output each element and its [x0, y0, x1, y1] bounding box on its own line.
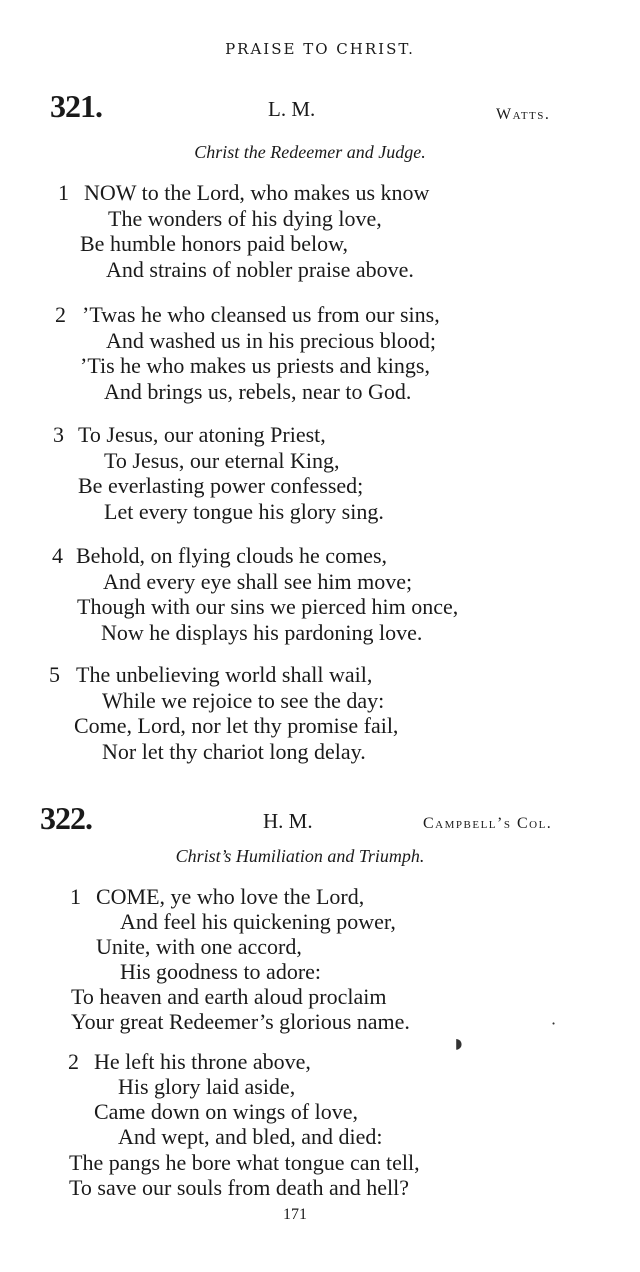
verse-line: The pangs he bore what tongue can tell,: [69, 1150, 420, 1175]
verse-line: His glory laid aside,: [118, 1074, 296, 1099]
verse-line: Be everlasting power confessed;: [78, 473, 364, 498]
verse-line: And brings us, rebels, near to God.: [104, 379, 412, 404]
stanza-number: 5: [49, 662, 60, 687]
verse-line: He left his throne above,: [94, 1049, 311, 1074]
hymn-author: Watts.: [496, 106, 551, 123]
verse-line: And strains of nobler praise above.: [106, 257, 414, 282]
stanza-number: 4: [52, 543, 63, 568]
verse-line: And wept, and bled, and died:: [118, 1124, 383, 1149]
verse-line: Though with our sins we pierced him once,: [77, 594, 459, 619]
hymn-subtitle: Christ the Redeemer and Judge.: [194, 142, 426, 162]
verse-line: NOW to the Lord, who makes us know: [84, 180, 430, 205]
verse-line: ’Tis he who makes us priests and kings,: [80, 353, 430, 378]
verse-line: Be humble honors paid below,: [80, 231, 349, 256]
verse-line: And every eye shall see him move;: [103, 569, 413, 594]
stanza-number: 1: [58, 180, 69, 205]
page-header: PRAISE TO CHRIST.: [225, 40, 415, 58]
verse-line: To heaven and earth aloud proclaim: [71, 984, 387, 1009]
verse-line: COME, ye who love the Lord,: [96, 884, 365, 909]
stanza-number: 3: [53, 422, 64, 447]
verse-line: Now he displays his pardoning love.: [101, 620, 423, 645]
verse-line: Unite, with one accord,: [96, 934, 302, 959]
verse-line: Behold, on flying clouds he comes,: [76, 543, 388, 568]
verse-line: Your great Redeemer’s glorious name.: [71, 1009, 410, 1034]
hymn-author: Campbell’s Col.: [423, 815, 553, 832]
verse-line: Came down on wings of love,: [94, 1099, 358, 1124]
verse-line: ’Twas he who cleansed us from our sins,: [82, 302, 440, 327]
verse-line: To Jesus, our atoning Priest,: [78, 422, 326, 447]
verse-line: And feel his quickening power,: [120, 909, 396, 934]
verse-line: Nor let thy chariot long delay.: [102, 739, 366, 764]
stanza-number: 2: [55, 302, 66, 327]
stanza-number: 2: [68, 1049, 79, 1074]
stray-dot-mark: ·: [551, 1014, 557, 1033]
verse-line: His goodness to adore:: [120, 959, 322, 984]
verse-line: And washed us in his precious blood;: [106, 328, 436, 353]
hymn-meter: H. M.: [263, 809, 313, 833]
verse-line: Let every tongue his glory sing.: [104, 499, 384, 524]
verse-line: Come, Lord, nor let thy promise fail,: [74, 713, 399, 738]
stanza-number: 1: [70, 884, 81, 909]
verse-line: To save our souls from death and hell?: [69, 1175, 409, 1200]
verse-line: While we rejoice to see the day:: [102, 688, 385, 713]
hymn-number: 321.: [50, 88, 102, 124]
verse-line: The unbelieving world shall wail,: [76, 662, 373, 687]
page-number: 171: [283, 1206, 307, 1223]
stray-tick-mark: ◗: [455, 1036, 463, 1052]
hymn-meter: L. M.: [268, 97, 316, 121]
hymn-number: 322.: [40, 800, 92, 836]
verse-line: To Jesus, our eternal King,: [104, 448, 340, 473]
verse-line: The wonders of his dying love,: [108, 206, 382, 231]
hymn-subtitle: Christ’s Humiliation and Triumph.: [175, 846, 425, 866]
